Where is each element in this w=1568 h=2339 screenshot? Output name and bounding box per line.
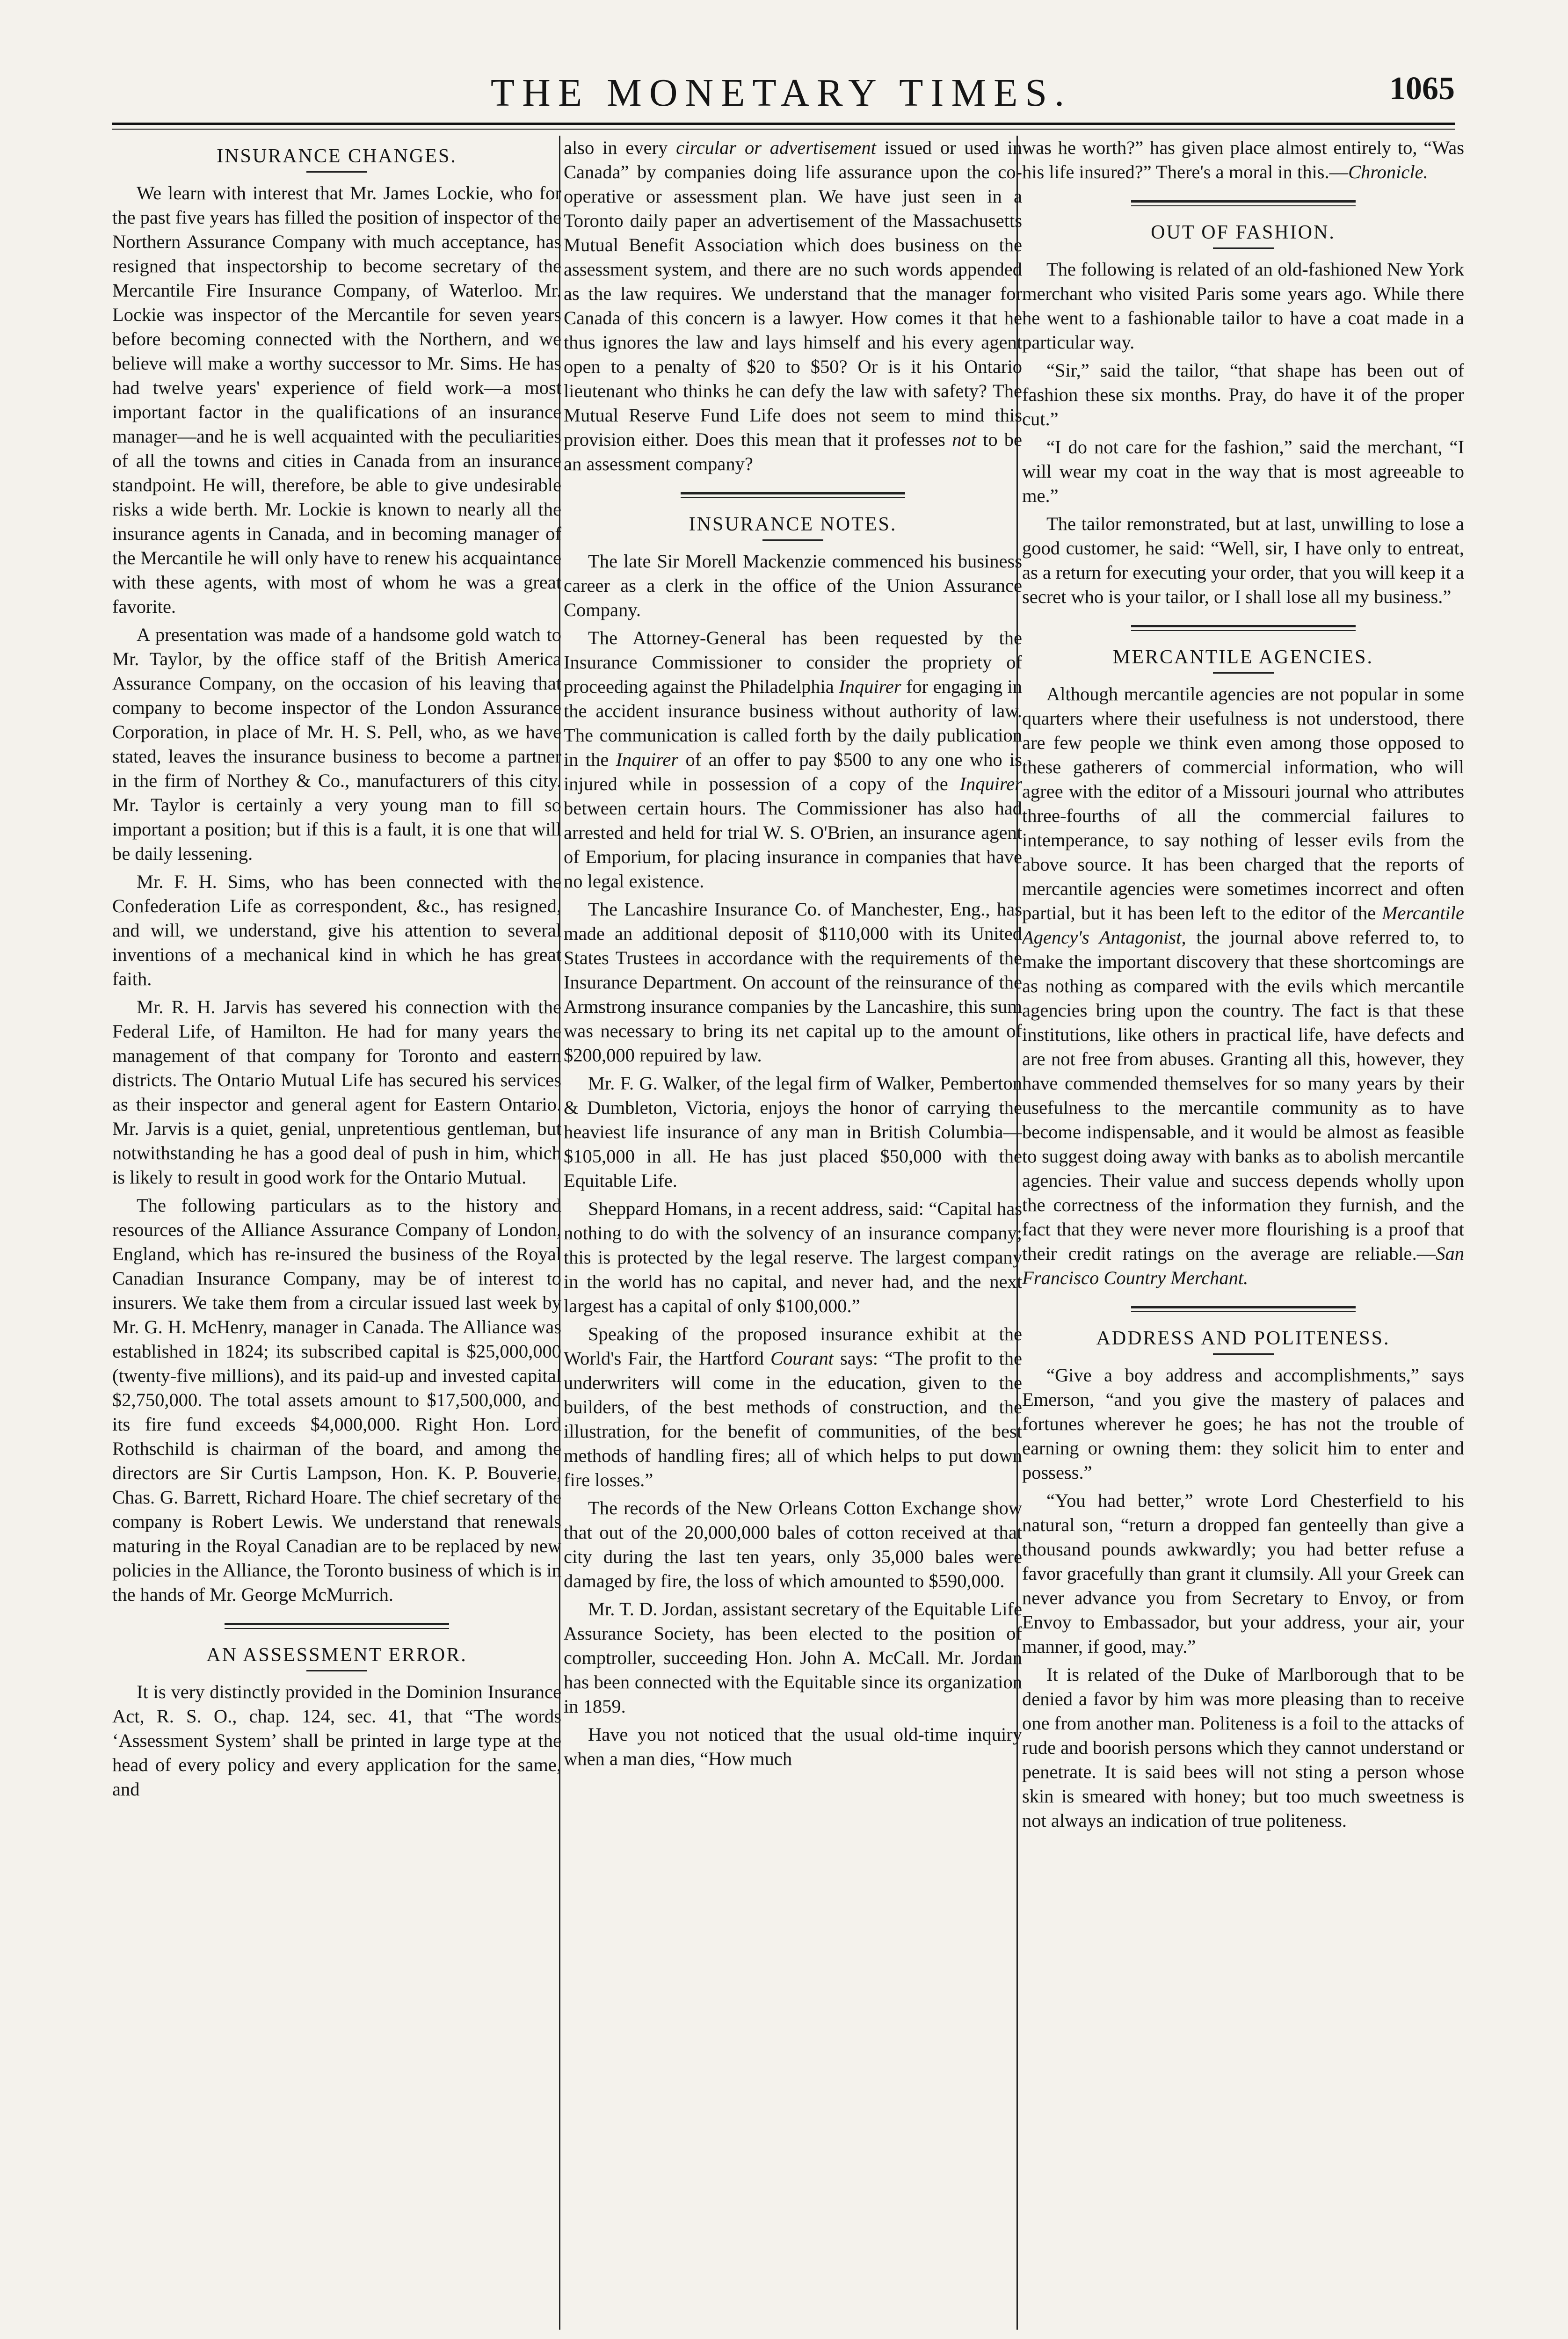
section-break bbox=[1131, 625, 1356, 631]
paragraph: Mr. F. G. Walker, of the legal firm of Walker, Pemberton & Dumbleton, Victoria, enjoys the honor of carrying the heaviest life insurance of any man in British Columbia—$105,000 in all. He has just placed $50,000 with the Equitable Life. bbox=[564, 1073, 1022, 1191]
paragraph: The late Sir Morell Mackenzie commenced his business career as a clerk in the office of the Union Assurance Company. bbox=[564, 551, 1022, 620]
paragraph: Have you not noticed that the usual old-time inquiry when a man dies, “How much bbox=[564, 1724, 1022, 1769]
section-heading: OUT OF FASHION. bbox=[1151, 222, 1336, 243]
paragraph: “Sir,” said the tailor, “that shape has been out of fashion these six months. Pray, do have it of the proper cut.” bbox=[1022, 360, 1464, 429]
section-heading: ADDRESS AND POLITENESS. bbox=[1096, 1328, 1390, 1349]
heading-dash bbox=[1213, 247, 1274, 249]
paragraph: also in every circular or advertisement issued or used in Canada” by companies doing life assurance upon the co-operative or assessment plan. We have just seen in a Toronto daily paper an advertisement of the Massachusetts Mutual Benefit Association which does business on the assessment system, and there are no such words appended as the law requires. We understand that the manager for Canada of this concern is a lawyer. How comes it that he thus ignores the law and lays himself and his every agent open to a penalty of $20 to $50? Or is it his Ontario lieutenant who thinks he can defy the law with safety? The Mutual Reserve Fund Life does not seem to mind this provision either. Does this mean that it professes not to be an assessment company? bbox=[564, 137, 1022, 474]
section-break bbox=[1131, 200, 1356, 206]
column-3 bbox=[1022, 136, 1464, 2325]
heading-dash bbox=[1213, 672, 1274, 674]
paragraph: Mr. R. H. Jarvis has severed his connection with the Federal Life, of Hamilton. He had for many years the management of that company for Toronto and eastern districts. The Ontario Mutual Life has secured his services as their inspector and general agent for Eastern Ontario. Mr. Jarvis is a quiet, genial, unpretentious gentleman, but notwithstanding he has a good deal of push in him, which is likely to result in good work for the Ontario Mutual. bbox=[112, 996, 561, 1188]
section-heading: INSURANCE CHANGES. bbox=[217, 145, 457, 167]
paragraph: Sheppard Homans, in a recent address, said: “Capital has nothing to do with the solvency of an insurance company; this is protected by the legal reserve. The largest company in the world has no capital, and never had, and the next largest has a capital of only $100,000.” bbox=[564, 1198, 1022, 1316]
paragraph: A presentation was made of a handsome gold watch to Mr. Taylor, by the office staff of the British America Assurance Company, on the occasion of his leaving that company to become inspector of the London Assurance Corporation, in place of Mr. H. S. Pell, who, as we have stated, leaves the insurance business to become a partner in the firm of Northey & Co., manufacturers of this city. Mr. Taylor is certainly a very young man to fill so important a position; but if this is a fault, it is one that will be daily lessening. bbox=[112, 624, 561, 864]
publication-title: THE MONETARY TIMES. bbox=[490, 71, 1072, 115]
section-heading: MERCANTILE AGENCIES. bbox=[1113, 646, 1373, 668]
paragraph: “I do not care for the fashion,” said the merchant, “I will wear my coat in the way that is most agreeable to me.” bbox=[1022, 436, 1464, 506]
paragraph: “You had better,” wrote Lord Chesterfield to his natural son, “return a dropped fan genteelly than give a thousand pounds awkwardly; you had better refuse a favor gracefully than grant it clumsily. All your Greek can never advance you from Secretary to Envoy, or from Envoy to Embassador, but your address, your air, your manner, if good, may.” bbox=[1022, 1490, 1464, 1657]
section-break bbox=[681, 492, 905, 498]
paragraph: was he worth?” has given place almost entirely to, “Was his life insured?” There's a moral in this.—Chronicle. bbox=[1022, 137, 1464, 182]
paragraph: The Lancashire Insurance Co. of Manchester, Eng., has made an additional deposit of $110,000 with its United States Trustees in accordance with the requirements of the Insurance Department. On account of the reinsurance of the Armstrong insurance companies by the Lancashire, this sum was necessary to bring its net capital up to the amount of $200,000 repuired by law. bbox=[564, 899, 1022, 1066]
heading-dash bbox=[762, 539, 823, 541]
page-number: 1065 bbox=[1389, 71, 1455, 107]
column-1 bbox=[112, 136, 561, 2325]
paragraph: The Attorney-General has been requested by the Insurance Commissioner to consider the propriety of proceeding against the Philadelphia Inquirer for engaging in the accident insurance business without authority of law. The communication is called forth by the daily publication in the Inquirer of an offer to pay $500 to any one who is injured while in possession of a copy of the Inquirer between certain hours. The Commissioner has also had arrested and held for trial W. S. O'Brien, an insurance agent of Emporium, for placing insurance in companies that have no legal existence. bbox=[564, 627, 1022, 892]
paragraph: We learn with interest that Mr. James Lockie, who for the past five years has filled the position of inspector of the Northern Assurance Company with much acceptance, has resigned that inspectorship to become secretary of the Mercantile Fire Insurance Company, of Waterloo. Mr. Lockie was inspector of the Mercantile for seven years before becoming connected with the Northern, and we believe will make a worthy successor to Mr. Sims. He has had twelve years' experience of field work—a most important factor in the qualifications of an insurance manager—and he is well acquainted with the peculiarities of all the towns and cities in Canada from an insurance standpoint. He will, therefore, be able to give undesirable risks a wide berth. Mr. Lockie is known to nearly all the insurance agents in Canada, and in becoming manager of the Mercantile he will only have to renew his acquaintance with these agents, with most of whom he was a great favorite. bbox=[112, 182, 561, 617]
paragraph: The tailor remonstrated, but at last, unwilling to lose a good customer, he said: “Well, sir, I have only to entreat, as a return for executing your order, that you will keep it a secret who is your tailor, or I shall lose all my business.” bbox=[1022, 513, 1464, 607]
paragraph: Mr. F. H. Sims, who has been connected with the Confederation Life as correspondent, &c., has resigned, and will, we understand, give his attention to several inventions of a mechanical kind in which he has great faith. bbox=[112, 871, 561, 989]
paragraph: It is very distinctly provided in the Dominion Insurance Act, R. S. O., chap. 124, sec. 41, that “The words ‘Assessment System’ shall be printed in large type at the head of every policy and every application for the same, and bbox=[112, 1681, 561, 1800]
masthead bbox=[108, 70, 1455, 122]
paragraph: “Give a boy address and accomplishments,” says Emerson, “and you give the mastery of palaces and fortunes wherever he goes; he has not the trouble of earning or owning them: they solicit him to enter and possess.” bbox=[1022, 1365, 1464, 1483]
paragraph: It is related of the Duke of Marlborough that to be denied a favor by him was more pleasing than to receive one from another man. Politeness is a foil to the attacks of rude and boorish persons which they cannot understand or penetrate. It is said bees will not sting a person whose skin is smeared with honey; but too much sweetness is not always an indication of true politeness. bbox=[1022, 1664, 1464, 1831]
section-heading: INSURANCE NOTES. bbox=[689, 514, 897, 535]
heading-dash bbox=[306, 171, 367, 173]
section-break bbox=[225, 1623, 449, 1629]
paragraph: Speaking of the proposed insurance exhibit at the World's Fair, the Hartford Courant says: “The profit to the underwriters will come in the education, given to the builders, of the best methods of construction, and the illustration, for the benefit of communities, of the best methods of handling fires; all of which helps to put down fire losses.” bbox=[564, 1323, 1022, 1490]
column-2 bbox=[564, 136, 1022, 2325]
paragraph: The records of the New Orleans Cotton Exchange show that out of the 20,000,000 bales of cotton received at that city during the last ten years, only 35,000 bales were damaged by fire, the loss of which amounted to $590,000. bbox=[564, 1497, 1022, 1591]
paragraph: The following is related of an old-fashioned New York merchant who visited Paris some years ago. While there he went to a fashionable tailor to have a coat made in a particular way. bbox=[1022, 259, 1464, 353]
heading-dash bbox=[1213, 1353, 1274, 1355]
heading-dash bbox=[306, 1670, 367, 1671]
section-heading: AN ASSESSMENT ERROR. bbox=[206, 1644, 467, 1666]
paragraph: Although mercantile agencies are not popular in some quarters where their usefulness is not understood, there are few people we think even among those opposed to these gatherers of commercial information, who will agree with the editor of a Missouri journal who attributes three-fourths of all the commercial failures to intemperance, to say nothing of lesser evils from the above source. It has been charged that the reports of mercantile agencies were sometimes incorrect and often partial, but it has been left to the editor of the Mercantile Agency's Antagonist, the journal above referred to, to make the important discovery that these shortcomings are as nothing as compared with the evils which mercantile agencies bring upon the country. The fact is that these institutions, like others in practical life, have defects and are not free from abuses. Granting all this, however, they have commended themselves for so many years by their usefulness to the mercantile community as to have become indispensable, and it would be almost as feasible to suggest doing away with banks as to abolish mercantile agencies. Their value and success depends wholly upon the correctness of the information they furnish, and the fact that they were never more flourishing is a proof that their credit ratings on the average are reliable.—San Francisco Country Merchant. bbox=[1022, 683, 1464, 1288]
paragraph: The following particulars as to the history and resources of the Alliance Assurance Company of London, England, which has re-insured the business of the Royal Canadian Insurance Company, may be of interest to insurers. We take them from a circular issued last week by Mr. G. H. McHenry, manager in Canada. The Alliance was established in 1824; its subscribed capital is $25,000,000 (twenty-five millions), and its paid-up and invested capital $2,750,000. The total assets amount to $17,500,000, and its fire fund exceeds $4,000,000. Right Hon. Lord Rothschild is chairman of the board, and among the directors are Sir Curtis Lampson, Hon. K. P. Bouverie, Chas. G. Barrett, Richard Hoare. The chief secretary of the company is Robert Lewis. We understand that renewals maturing in the Royal Canadian are to be replaced by new policies in the Alliance, the Toronto business of which is in the hands of Mr. George McMurrich. bbox=[112, 1195, 561, 1605]
masthead-rule bbox=[112, 123, 1455, 130]
paragraph: Mr. T. D. Jordan, assistant secretary of the Equitable Life Assurance Society, has been elected to the position of comptroller, succeeding Hon. John A. McCall. Mr. Jordan has been connected with the Equitable since its organization in 1859. bbox=[564, 1598, 1022, 1717]
section-break bbox=[1131, 1306, 1356, 1312]
